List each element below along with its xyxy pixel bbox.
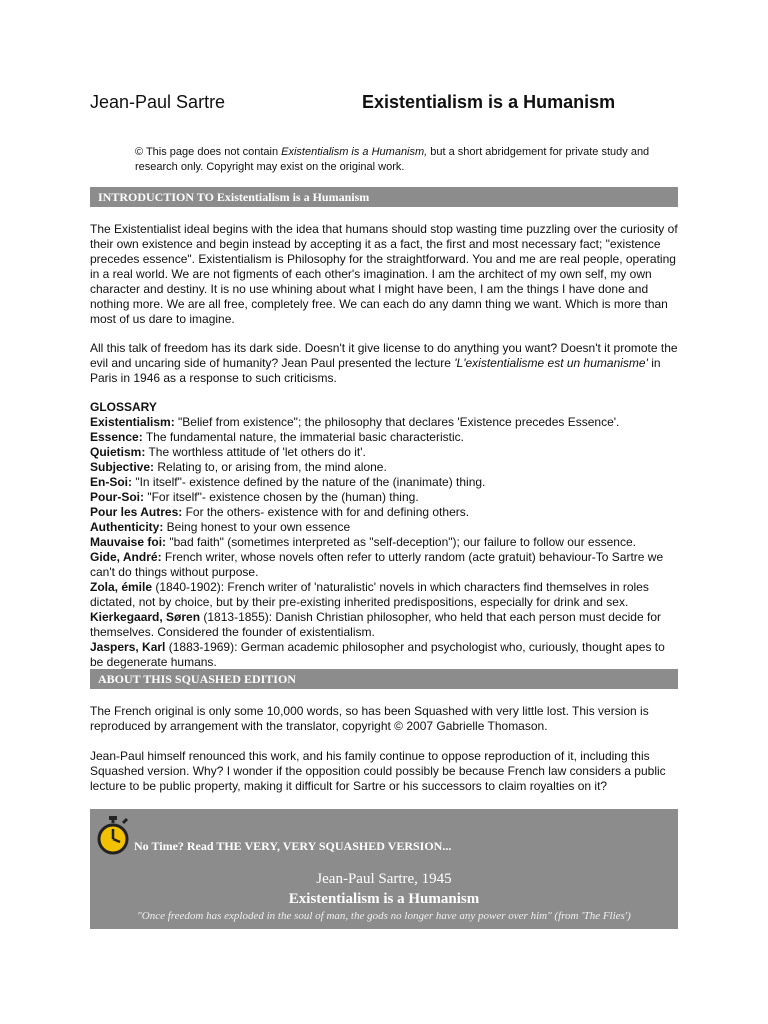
glossary-term: Mauvaise foi: xyxy=(90,535,167,549)
section-bar-introduction: INTRODUCTION TO Existentialism is a Humanism xyxy=(90,187,678,207)
glossary-definition: "bad faith" (sometimes interpreted as "self-deception"); our failure to follow our essence. xyxy=(166,535,636,549)
intro-text-2a: All this talk of freedom has its dark side. Doesn't it give license to do anything you want? Doesn't it promote the evil and uncaring side of humanity? Jean Paul presented the lecture xyxy=(90,341,678,370)
glossary-definition: (1840-1902): French writer of 'naturalistic' novels in which characters find themselves in roles dictated, not by choice, but by their pre-existing inherited predispositions, especially for drink and sex. xyxy=(90,580,649,609)
glossary-entry xyxy=(90,505,680,520)
glossary-entry xyxy=(90,550,680,580)
glossary-definition: The fundamental nature, the immaterial basic characteristic. xyxy=(142,430,464,444)
glossary-term: Authenticity: xyxy=(90,520,164,534)
glossary-term: Existentialism: xyxy=(90,415,175,429)
glossary-entry xyxy=(90,520,680,535)
glossary-term: Gide, André: xyxy=(90,550,162,564)
copyright-italic-title: Existentialism is a Humanism, xyxy=(281,146,428,158)
glossary-definition: Relating to, or arising from, the mind alone. xyxy=(154,460,387,474)
glossary-entry xyxy=(90,580,680,610)
glossary-definition: (1883-1969): German academic philosopher and psychologist who, curiously, thought apes to be degenerate humans. xyxy=(90,640,665,669)
copyright-text-2: but a short abridgement for private study and research only. Copyright may exist on the original work. xyxy=(135,146,650,173)
intro-text-2b: in Paris in 1946 as a response to such criticisms. xyxy=(90,356,661,385)
box-author-year: Jean-Paul Sartre, 1945 xyxy=(316,871,452,887)
about-paragraph-1 xyxy=(90,704,680,734)
copyright-symbol: © xyxy=(135,146,144,158)
glossary-entry xyxy=(90,535,680,550)
glossary-term: Pour les Autres: xyxy=(90,505,183,519)
glossary-entry xyxy=(90,610,680,640)
glossary-term: En-Soi: xyxy=(90,475,132,489)
glossary-entry xyxy=(90,415,680,430)
copyright-text-1: This page does not contain xyxy=(143,146,282,158)
glossary-term: Essence: xyxy=(90,430,143,444)
glossary-definition: French writer, whose novels often refer to utterly random (acte gratuit) behaviour-To Sartre we can't do things without purpose. xyxy=(90,550,664,579)
page-title: Existentialism is a Humanism xyxy=(362,92,616,112)
intro-paragraph-2 xyxy=(90,341,680,386)
very-squashed-link[interactable]: No Time? Read THE VERY, VERY SQUASHED VERSION... xyxy=(134,839,452,853)
glossary-entry xyxy=(90,460,680,475)
glossary-entry xyxy=(90,475,680,490)
glossary xyxy=(90,400,680,670)
header xyxy=(90,92,680,120)
glossary-entry xyxy=(90,640,680,670)
box-title: Existentialism is a Humanism xyxy=(288,891,480,907)
intro-text-2 xyxy=(90,341,680,386)
glossary-definition: (1813-1855): Danish Christian philosopher, who held that each person must decide for themselves. Considered the founder of existentialism. xyxy=(90,610,661,639)
stopwatch-icon xyxy=(96,815,130,855)
copyright-notice xyxy=(135,145,675,175)
glossary-entry xyxy=(90,490,680,505)
glossary-term: Quietism: xyxy=(90,445,146,459)
about-text-2: Jean-Paul himself renounced this work, and his family continue to oppose reproduction of it, including this Squashed version. Why? I wonder if the opposition could possibly be because French law considers a public lecture to be public property, making it difficult for Sartre or his successors to claim royalties on it? xyxy=(90,749,666,793)
lecture-title: 'L'existentialisme est un humanisme' xyxy=(454,356,648,370)
glossary-term: Pour-Soi: xyxy=(90,490,144,504)
about-paragraph-2 xyxy=(90,749,680,794)
intro-text-1: The Existentialist ideal begins with the idea that humans should stop wasting time puzzling over the curiosity of their own existence and begin instead by accepting it as a fact, the first and most necessary fact; "existence precedes essence". Existentialism is Philosophy for the straightforward. You and me are real people, operating in a real world. We are not figments of each other's imagination. I am the architect of my own self, my own character and destiny. It is no use whining about what I might have been, I am the things I have done and nothing more. We are all free, completely free. We can each do any damn thing we want. Which is more than most of us dare to imagine. xyxy=(90,222,678,326)
glossary-definition: For the others- existence with for and defining others. xyxy=(182,505,470,519)
author-name: Jean-Paul Sartre xyxy=(90,92,226,112)
glossary-definition: "In itself"- existence defined by the nature of the (inanimate) thing. xyxy=(132,475,486,489)
glossary-heading: GLOSSARY xyxy=(90,400,157,414)
glossary-definition: "Belief from existence"; the philosophy that declares 'Existence precedes Essence'. xyxy=(174,415,620,429)
glossary-term: Jaspers, Karl xyxy=(90,640,166,654)
glossary-definition: "For itself"- existence chosen by the (human) thing. xyxy=(144,490,419,504)
box-quote: "Once freedom has exploded in the soul of man, the gods no longer have any power over him" (from 'The Flies') xyxy=(137,910,631,922)
glossary-entry xyxy=(90,445,680,460)
glossary-term: Kierkegaard, Søren xyxy=(90,610,201,624)
glossary-term: Zola, émile xyxy=(90,580,153,594)
about-text-1: The French original is only some 10,000 words, so has been Squashed with very little lost. This version is reproduced by arrangement with the translator, copyright © 2007 Gabrielle Thomason. xyxy=(90,704,649,733)
glossary-definition: Being honest to your own essence xyxy=(163,520,351,534)
glossary-definition: The worthless attitude of 'let others do it'. xyxy=(145,445,366,459)
intro-paragraph-1 xyxy=(90,222,680,327)
glossary-entry xyxy=(90,430,680,445)
glossary-term: Subjective: xyxy=(90,460,155,474)
squashed-version-box[interactable] xyxy=(90,809,678,929)
section-bar-about: ABOUT THIS SQUASHED EDITION xyxy=(90,669,678,689)
